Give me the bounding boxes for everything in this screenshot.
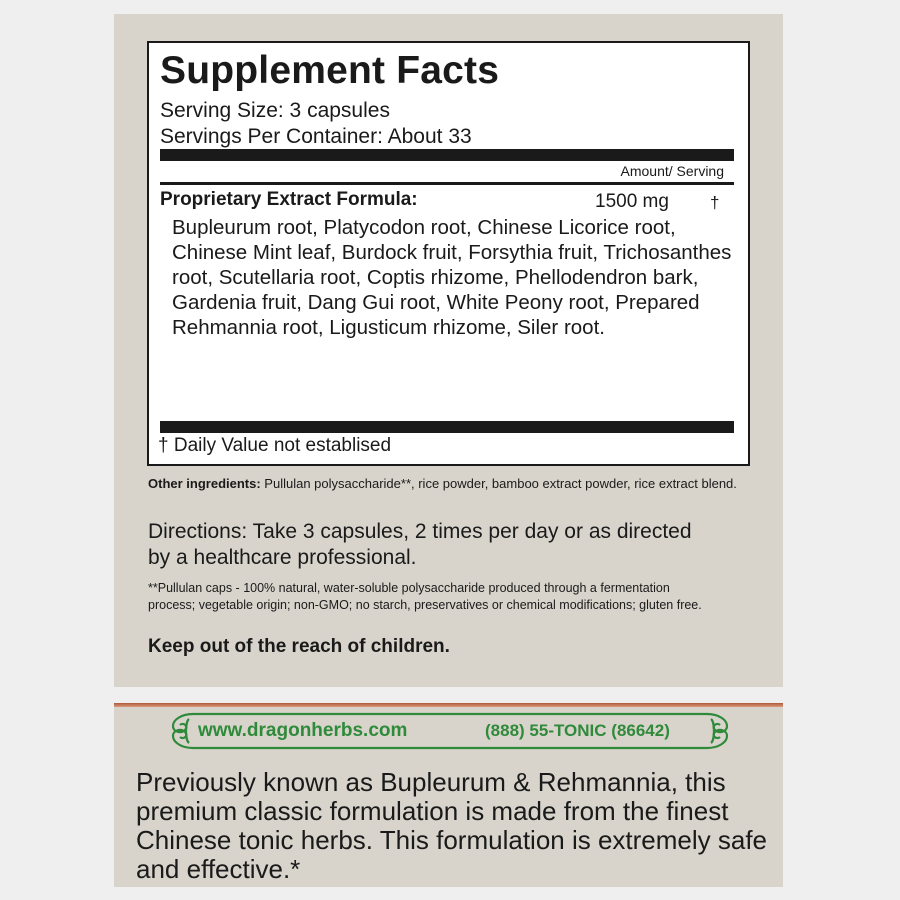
website-url: www.dragonherbs.com <box>198 720 408 741</box>
serving-size: Serving Size: 3 capsules <box>160 99 390 122</box>
formula-name: Proprietary Extract Formula: <box>160 189 418 210</box>
other-ingredients <box>148 476 748 492</box>
pullulan-note: **Pullulan caps - 100% natural, water-soluble polysaccharide produced through a fermentation process; vegetable origin; non-GMO; no starch, preservatives or chemical modifications; gluten free. <box>148 581 702 612</box>
child-warning: Keep out of the reach of children. <box>148 636 450 657</box>
daily-value-note: † Daily Value not establised <box>158 435 392 456</box>
other-ingredients-text: Pullulan polysaccharide**, rice powder, bamboo extract powder, rice extract blend. <box>260 476 737 491</box>
other-ingredients-label: Other ingredients: <box>148 476 261 491</box>
amount-per-serving-header: Amount/ Serving <box>620 163 724 179</box>
thick-divider-top <box>160 149 734 161</box>
thick-divider-bottom <box>160 421 734 433</box>
panel-divider <box>114 703 783 707</box>
ingredient-list: Bupleurum root, Platycodon root, Chinese Licorice root, Chinese Mint leaf, Burdock fruit, Forsythia fruit, Trichosanthes root, Scutellaria root, Coptis rhizome, Phellodendron bark, Gardenia fruit, Dang Gui root, White Peony root, Prepared Rehmannia root, Ligusticum rhizome, Siler root. <box>172 216 732 339</box>
thin-divider <box>160 182 734 185</box>
directions: Directions: Take 3 capsules, 2 times per day or as directed by a healthcare professional. <box>148 520 692 569</box>
formula-amount: 1500 mg <box>595 191 669 212</box>
facts-title: Supplement Facts <box>160 49 500 92</box>
formula-dagger: † <box>710 193 720 212</box>
phone-number: (888) 55-TONIC (86642) <box>485 721 670 740</box>
servings-per-container: Servings Per Container: About 33 <box>160 125 472 148</box>
website-banner <box>167 708 733 754</box>
supplement-facts-box <box>147 41 750 466</box>
product-description: Previously known as Bupleurum & Rehmannia, this premium classic formulation is made from the finest Chinese tonic herbs. This formulation is extremely safe and effective.* <box>136 767 768 884</box>
